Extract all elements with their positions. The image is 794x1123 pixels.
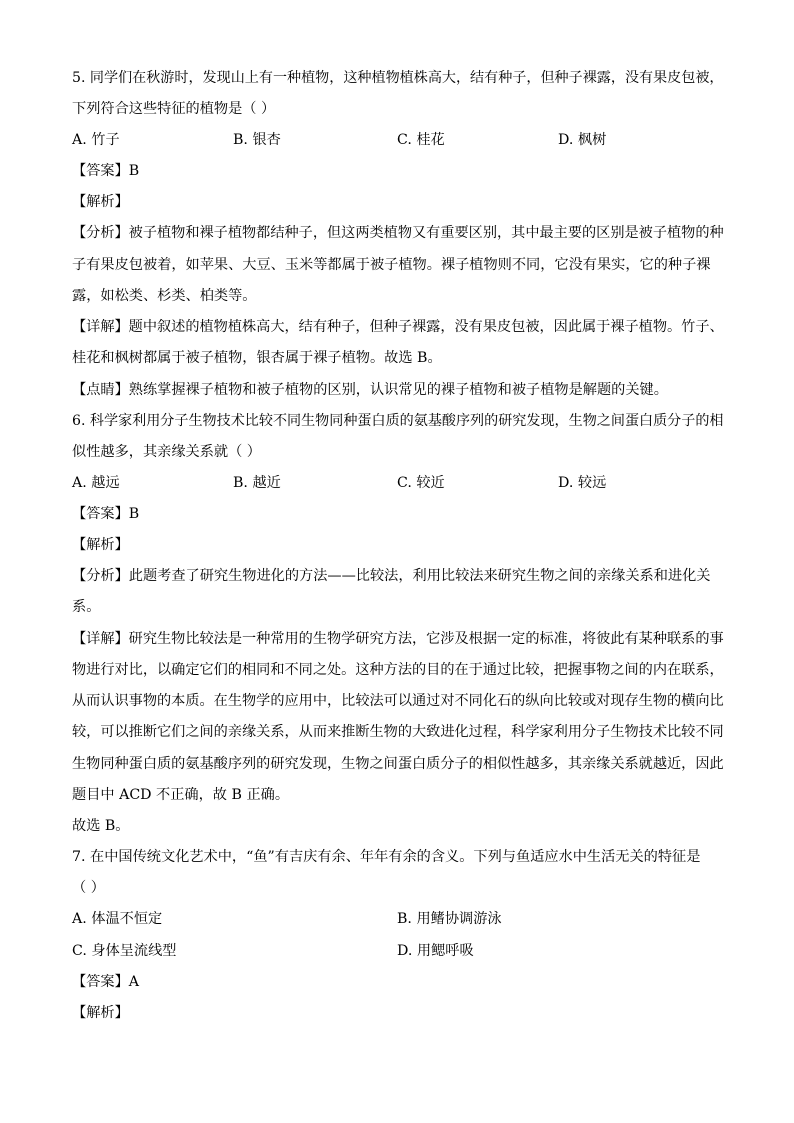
q6-fenxi-line2: 系。 xyxy=(72,599,101,615)
q5-dianjing: 【点睛】熟练掌握裸子植物和被子植物的区别，认识常见的裸子植物和被子植物是解题的关键。 xyxy=(72,382,668,398)
q6-fenxi-line1: 【分析】此题考查了研究生物进化的方法——比较法，利用比较法来研究生物之间的亲缘关系和进化关 xyxy=(72,568,711,584)
q5-option-c: C. 桂花 xyxy=(397,132,445,148)
q7-answer: 【答案】A xyxy=(72,974,139,990)
q5-option-a: A. 竹子 xyxy=(72,132,120,148)
q6-answer: 【答案】B xyxy=(72,506,140,522)
q6-option-d: D. 较远 xyxy=(558,475,607,491)
q6-conclusion: 故选 B。 xyxy=(72,818,130,834)
q5-xiangjie-line1: 【详解】题中叙述的植物植株高大，结有种子，但种子裸露，没有果皮包被，因此属于裸子植物。竹子、 xyxy=(72,319,724,335)
q5-fenxi-line1: 【分析】被子植物和裸子植物都结种子，但这两类植物又有重要区别，其中最主要的区别是被子植物的种 xyxy=(72,225,724,241)
q5-stem-line2: 下列符合这些特征的植物是（ ） xyxy=(72,101,276,117)
q7-option-a: A. 体温不恒定 xyxy=(72,911,163,927)
q5-fenxi-line3: 露，如松类、杉类、柏类等。 xyxy=(72,288,257,304)
q6-xiangjie-line1: 【详解】研究生物比较法是一种常用的生物学研究方法，它涉及根据一定的标准，将彼此有某种联系的事 xyxy=(72,631,724,647)
q7-option-b: B. 用鳍协调游泳 xyxy=(397,911,502,927)
q5-analysis-label: 【解析】 xyxy=(72,194,129,210)
q6-xiangjie-line4: 较，可以推断它们之间的亲缘关系，从而来推断生物的大致进化过程，科学家利用分子生物技术比较不同 xyxy=(72,724,724,740)
q5-option-d: D. 枫树 xyxy=(558,132,607,148)
q5-stem-line1: 5. 同学们在秋游时，发现山上有一种植物，这种植物植株高大，结有种子，但种子裸露，没有果皮包被， xyxy=(72,70,724,86)
q6-option-c: C. 较近 xyxy=(397,475,445,491)
q7-option-c: C. 身体呈流线型 xyxy=(72,943,177,959)
q5-xiangjie-line2: 桂花和枫树都属于被子植物，银杏属于裸子植物。故选 B。 xyxy=(72,350,442,366)
q6-option-b: B. 越近 xyxy=(233,475,281,491)
q6-stem-line2: 似性越多，其亲缘关系就（ ） xyxy=(72,444,261,460)
q6-xiangjie-line2: 物进行对比，以确定它们的相同和不同之处。这种方法的目的在于通过比较，把握事物之间的内在联系， xyxy=(72,662,724,678)
q6-stem-line1: 6. 科学家利用分子生物技术比较不同生物同种蛋白质的氨基酸序列的研究发现，生物之间蛋白质分子的相 xyxy=(72,413,724,429)
q7-stem-line1: 7. 在中国传统文化艺术中，“鱼”有吉庆有余、年年有余的含义。下列与鱼适应水中生活无关的特征是 xyxy=(72,849,701,865)
q6-analysis-label: 【解析】 xyxy=(72,537,129,553)
q7-option-d: D. 用鳃呼吸 xyxy=(397,943,474,959)
q6-xiangjie-line5: 生物同种蛋白质的氨基酸序列的研究发现，生物之间蛋白质分子的相似性越多，其亲缘关系就越近，因此 xyxy=(72,756,724,772)
q7-stem-line2: （ ） xyxy=(72,880,105,896)
q5-answer: 【答案】B xyxy=(72,163,140,179)
q6-xiangjie-line6: 题目中 ACD 不正确，故 B 正确。 xyxy=(72,787,290,803)
q5-option-b: B. 银杏 xyxy=(233,132,281,148)
q7-analysis-label: 【解析】 xyxy=(72,1005,129,1021)
q5-fenxi-line2: 子有果皮包被着，如苹果、大豆、玉米等都属于被子植物。裸子植物则不同，它没有果实，它的种子裸 xyxy=(72,257,711,273)
q6-xiangjie-line3: 从而认识事物的本质。在生物学的应用中，比较法可以通过对不同化石的纵向比较或对现存生物的横向比 xyxy=(72,693,724,709)
q6-option-a: A. 越远 xyxy=(72,475,120,491)
